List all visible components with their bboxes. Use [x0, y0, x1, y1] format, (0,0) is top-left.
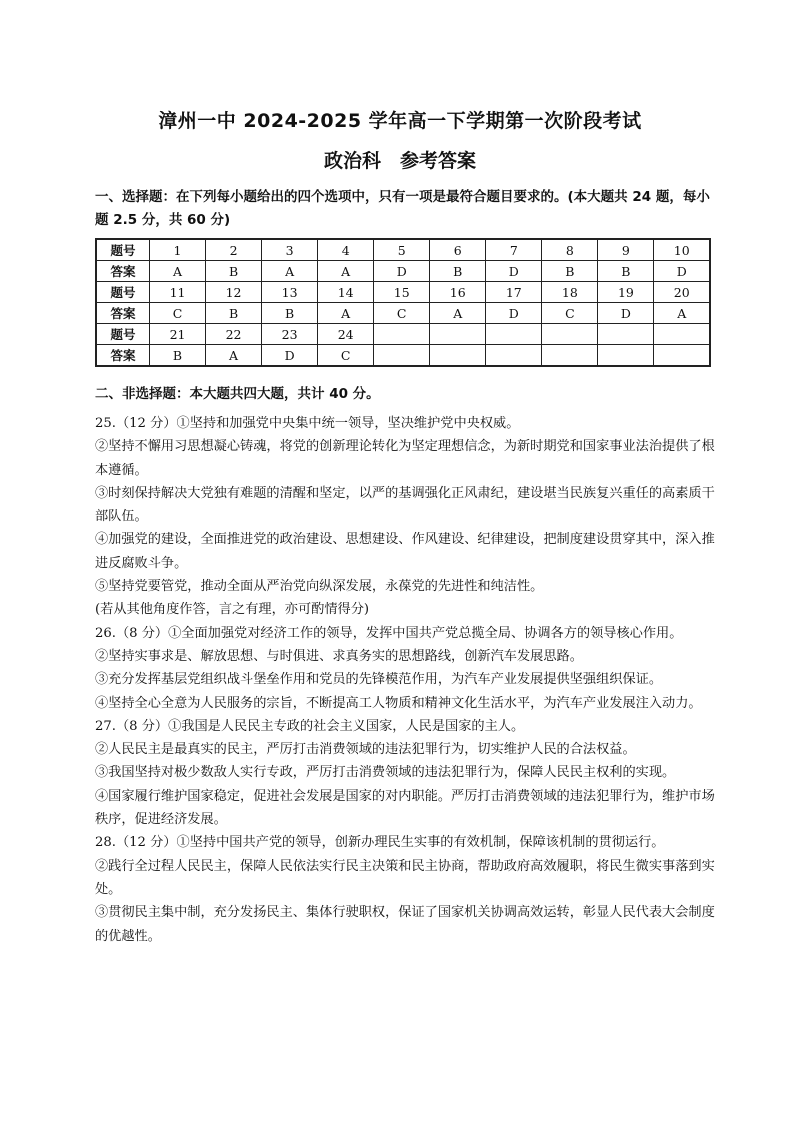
question-number-cell: 6	[430, 239, 486, 261]
answer-letter-cell: D	[374, 261, 430, 282]
question-number-cell	[430, 324, 486, 345]
answer-letter-cell	[654, 345, 710, 367]
answer-letter-cell: D	[486, 303, 542, 324]
answer-letter-cell	[598, 345, 654, 367]
exam-title: 漳州一中 2024-2025 学年高一下学期第一次阶段考试	[158, 110, 642, 132]
question-number-cell: 22	[206, 324, 262, 345]
answer-letter-cell: C	[150, 303, 206, 324]
question-number-cell: 10	[654, 239, 710, 261]
question-number-cell	[598, 324, 654, 345]
answer-letter-cell	[486, 345, 542, 367]
question-number-cell: 21	[150, 324, 206, 345]
answer-paragraph: ②坚持实事求是、解放思想、与时俱进、求真务实的思想路线，创新汽车发展思路。	[95, 648, 583, 664]
answer-paragraph: 27.（8 分）①我国是人民民主专政的社会主义国家，人民是国家的主人。	[95, 718, 525, 734]
answer-letter-cell: D	[262, 345, 318, 367]
question-number-cell: 7	[486, 239, 542, 261]
answer-paragraph: (若从其他角度作答，言之有理，亦可酌情得分)	[95, 602, 370, 618]
answer-row	[96, 345, 710, 367]
answer-letter-cell: B	[598, 261, 654, 282]
answer-letter-cell	[542, 345, 598, 367]
answer-paragraph: ④国家履行维护国家稳定，促进社会发展是国家的对内职能。严厉打击消费领域的违法犯罪行为，维护市场秩序，促进经济发展。	[95, 788, 715, 828]
question-number-cell: 12	[206, 282, 262, 303]
question-number-cell: 2	[206, 239, 262, 261]
question-number-cell: 5	[374, 239, 430, 261]
answer-table	[95, 238, 711, 367]
question-row	[96, 239, 710, 261]
answer-paragraph: ③贯彻民主集中制，充分发扬民主、集体行驶职权，保证了国家机关协调高效运转，彰显人民代表大会制度的优越性。	[95, 905, 715, 944]
answer-letter-cell: D	[598, 303, 654, 324]
answer-paragraph: ③充分发挥基层党组织战斗堡垒作用和党员的先锋模范作用，为汽车产业发展提供坚强组织保证。	[95, 672, 663, 688]
answer-letter-cell: A	[318, 303, 374, 324]
answer-letter-cell: B	[430, 261, 486, 282]
question-number-cell	[374, 324, 430, 345]
answer-letter-cell: A	[430, 303, 486, 324]
answer-letter-cell: A	[262, 261, 318, 282]
answer-letter-cell: B	[542, 261, 598, 282]
answer-paragraph: ②践行全过程人民民主，保障人民依法实行民主决策和民主协商，帮助政府高效履职，将民生微实事落到实处。	[95, 858, 715, 897]
answer-paragraph: ③我国坚持对极少数敌人实行专政，严厉打击消费领域的违法犯罪行为，保障人民民主权利的实现。	[95, 765, 676, 781]
question-number-cell	[654, 324, 710, 345]
answer-paragraph: ⑤坚持党要管党，推动全面从严治党向纵深发展，永葆党的先进性和纯洁性。	[95, 579, 544, 595]
answer-letter-cell: A	[150, 261, 206, 282]
answer-letter-cell: B	[206, 261, 262, 282]
question-number-cell: 9	[598, 239, 654, 261]
answer-paragraph: ④坚持全心全意为人民服务的宗旨，不断提高工人物质和精神文化生活水平，为汽车产业发展注入动力。	[95, 695, 702, 711]
question-row-label: 题号	[96, 324, 150, 345]
answer-row-label: 答案	[96, 303, 150, 324]
question-number-cell	[542, 324, 598, 345]
answer-paragraph: 25.（12 分）①坚持和加强党中央集中统一领导，坚决维护党中央权威。	[95, 416, 520, 431]
answer-letter-cell: D	[654, 261, 710, 282]
answer-letter-cell: B	[206, 303, 262, 324]
question-row-label: 题号	[96, 239, 150, 261]
question-number-cell: 23	[262, 324, 318, 345]
question-number-cell: 11	[150, 282, 206, 303]
answer-paragraph: ④加强党的建设，全面推进党的政治建设、思想建设、作风建设、纪律建设，把制度建设贯穿其中，深入推进反腐败斗争。	[95, 532, 715, 571]
answer-letter-cell: C	[374, 303, 430, 324]
answer-letter-cell: D	[486, 261, 542, 282]
answer-paragraph: ③时刻保持解决大党独有难题的清醒和坚定，以严的基调强化正风肃纪，建设堪当民族复兴重任的高素质干部队伍。	[95, 485, 715, 525]
question-number-cell: 15	[374, 282, 430, 303]
question-row	[96, 282, 710, 303]
answer-letter-cell: B	[150, 345, 206, 367]
question-number-cell: 17	[486, 282, 542, 303]
answer-row-label: 答案	[96, 345, 150, 367]
answer-body	[95, 412, 715, 948]
section2-heading: 二、非选择题：本大题共四大题，共计 40 分。	[95, 386, 380, 402]
question-number-cell: 1	[150, 239, 206, 261]
question-row-label: 题号	[96, 282, 150, 303]
answer-paragraph: 26.（8 分）①全面加强党对经济工作的领导，发挥中国共产党总揽全局、协调各方的领导核心作用。	[95, 625, 683, 641]
answer-row	[96, 261, 710, 282]
answer-letter-cell: C	[318, 345, 374, 367]
question-number-cell	[486, 324, 542, 345]
answer-letter-cell	[430, 345, 486, 367]
answer-letter-cell: B	[262, 303, 318, 324]
answer-paragraph: ②人民民主是最真实的民主，严厉打击消费领域的违法犯罪行为，切实维护人民的合法权益。	[95, 742, 636, 758]
section1-heading: 一、选择题：在下列每小题给出的四个选项中，只有一项是最符合题目要求的。(本大题共 24 题，每小题 2.5 分，共 60 分)	[95, 189, 710, 228]
question-number-cell: 24	[318, 324, 374, 345]
question-number-cell: 20	[654, 282, 710, 303]
answer-paragraph: ②坚持不懈用习思想凝心铸魂，将党的创新理论转化为坚定理想信念，为新时期党和国家事业法治提供了根本遵循。	[95, 439, 715, 478]
exam-subtitle: 政治科 参考答案	[323, 150, 476, 172]
answer-letter-cell: A	[654, 303, 710, 324]
answer-letter-cell: A	[206, 345, 262, 367]
question-number-cell: 18	[542, 282, 598, 303]
answer-row	[96, 303, 710, 324]
question-number-cell: 13	[262, 282, 318, 303]
question-row	[96, 324, 710, 345]
answer-paragraph: 28.（12 分）①坚持中国共产党的领导，创新办理民生实事的有效机制，保障该机制的贯彻运行。	[95, 835, 665, 851]
answer-letter-cell: C	[542, 303, 598, 324]
question-number-cell: 8	[542, 239, 598, 261]
question-number-cell: 14	[318, 282, 374, 303]
question-number-cell: 3	[262, 239, 318, 261]
answer-letter-cell	[374, 345, 430, 367]
answer-letter-cell: A	[318, 261, 374, 282]
question-number-cell: 19	[598, 282, 654, 303]
answer-row-label: 答案	[96, 261, 150, 282]
question-number-cell: 16	[430, 282, 486, 303]
question-number-cell: 4	[318, 239, 374, 261]
